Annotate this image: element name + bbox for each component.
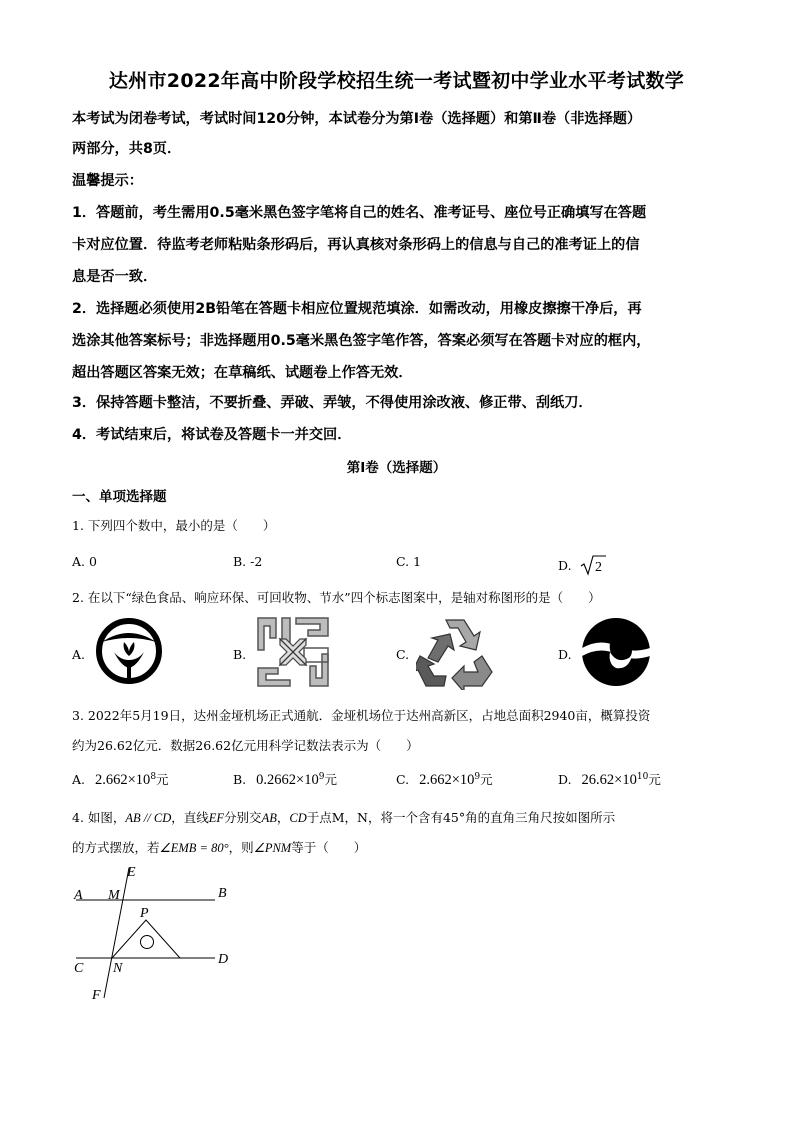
q3-option-a[interactable] bbox=[72, 770, 169, 789]
tip-1-line-2: 卡对应位置．待监考老师粘贴条形码后，再认真核对条形码上的信息与自己的准考证上的信 bbox=[72, 237, 640, 253]
q2-option-a[interactable]: A. bbox=[72, 647, 86, 662]
q1-option-d[interactable] bbox=[558, 554, 606, 576]
q3-option-c-coef: 2.662×10 bbox=[419, 772, 475, 788]
tip-2-line-3: 超出答题区答案无效；在草稿纸、试题卷上作答无效． bbox=[72, 365, 413, 381]
q3-option-c[interactable] bbox=[396, 770, 493, 789]
q3-option-c-label: C. bbox=[396, 772, 410, 787]
q1-option-c[interactable]: C. 1 bbox=[396, 554, 422, 569]
tips-heading: 温馨提示： bbox=[72, 173, 143, 189]
q3-option-b[interactable] bbox=[233, 770, 337, 789]
q3-line-1: 3. 2022年5月19日，达州金垭机场正式通航．金垭机场位于达州高新区，占地总面积2940亩，概算投资 bbox=[72, 708, 651, 723]
q3-option-b-label: B. bbox=[233, 772, 247, 787]
intro-line-2: 两部分，共8页． bbox=[72, 141, 182, 157]
label-m: M bbox=[108, 888, 120, 903]
label-f: F bbox=[92, 988, 101, 1003]
q4-math: ∠PNM bbox=[253, 841, 292, 855]
q4-text: ，则 bbox=[228, 840, 254, 855]
q4-text: 的方式摆放，若 bbox=[72, 840, 160, 855]
q3-option-b-coef: 0.2662×10 bbox=[256, 772, 319, 788]
q4-math: EF bbox=[208, 811, 225, 825]
q4-text: ，直线 bbox=[171, 810, 209, 825]
q4-math: CD bbox=[289, 811, 307, 825]
label-d: D bbox=[218, 952, 229, 967]
q4-line-1 bbox=[72, 808, 615, 826]
q2-stem: 2. 在以下“绿色食品、响应环保、可回收物、节水”四个标志图案中，是轴对称图形的是（ ） bbox=[72, 590, 601, 605]
water-saving-logo-icon bbox=[580, 616, 652, 688]
intro-line-1: 本考试为闭卷考试，考试时间120分钟，本试卷分为第Ⅰ卷（选择题）和第Ⅱ卷（非选择题） bbox=[72, 111, 642, 127]
triangle-hole bbox=[141, 936, 154, 949]
q1-option-d-label: D. bbox=[558, 558, 572, 573]
q4-math: AB // CD bbox=[125, 811, 172, 825]
q3-option-b-unit: 元 bbox=[324, 772, 337, 787]
label-p: P bbox=[140, 906, 149, 921]
exam-title: 达州市2022年高中阶段学校招生统一考试暨初中学业水平考试数学 bbox=[108, 70, 685, 92]
q4-math: ∠EMB = 80° bbox=[159, 841, 229, 855]
q4-text: 分别交 bbox=[224, 810, 262, 825]
label-a: A bbox=[74, 888, 83, 903]
q3-option-a-unit: 元 bbox=[156, 772, 169, 787]
q3-option-c-unit: 元 bbox=[480, 772, 493, 787]
q2-option-d[interactable]: D. bbox=[558, 647, 572, 662]
tip-2-line-1: 2．选择题必须使用2B铅笔在答题卡相应位置规范填涂．如需改动，用橡皮擦擦干净后，再 bbox=[72, 301, 642, 317]
sqrt-icon bbox=[580, 554, 606, 576]
tip-1-line-1: 1．答题前，考生需用0.5毫米黑色签字笔将自己的姓名、准考证号、座位号正确填写在答题 bbox=[72, 205, 647, 221]
label-e: E bbox=[127, 865, 136, 880]
q3-option-d-exp: 10 bbox=[636, 771, 649, 782]
q3-option-a-coef: 2.662×10 bbox=[95, 772, 151, 788]
q3-option-a-label: A. bbox=[72, 772, 86, 787]
label-b: B bbox=[218, 886, 227, 901]
q3-option-d-coef: 26.62×10 bbox=[581, 772, 637, 788]
q4-text: 4. 如图， bbox=[72, 810, 126, 825]
tip-2-line-2: 选涂其他答案标号；非选择题用0.5毫米黑色签字笔作答，答案必须写在答题卡对应的框内， bbox=[72, 333, 651, 349]
q1-stem: 1. 下列四个数中，最小的是（ ） bbox=[72, 518, 276, 533]
part-title: 第Ⅰ卷（选择题） bbox=[346, 460, 447, 476]
q2-option-b[interactable]: B. bbox=[233, 647, 247, 662]
q4-line-2 bbox=[72, 838, 366, 856]
q4-text: 等于（ ） bbox=[291, 840, 367, 855]
recycle-logo-icon bbox=[416, 614, 496, 690]
q3-option-c-exp: 9 bbox=[474, 771, 481, 782]
q3-option-b-exp: 9 bbox=[318, 771, 325, 782]
q3-option-d-label: D. bbox=[558, 772, 572, 787]
sqrt-radicand: 2 bbox=[594, 560, 602, 575]
q1-option-a[interactable]: A. 0 bbox=[72, 554, 97, 569]
q1-option-b[interactable]: B. -2 bbox=[233, 554, 263, 569]
q4-geometry-figure bbox=[70, 862, 240, 1004]
tip-3: 3．保持答题卡整洁，不要折叠、弄破、弄皱，不得使用涂改液、修正带、刮纸刀． bbox=[72, 395, 593, 411]
q3-option-d[interactable] bbox=[558, 770, 661, 789]
q3-option-d-unit: 元 bbox=[648, 772, 661, 787]
tip-1-line-3: 息是否一致． bbox=[72, 269, 158, 285]
q3-line-2: 约为26.62亿元．数据26.62亿元用科学记数法表示为（ ） bbox=[72, 738, 419, 753]
q4-text: ， bbox=[276, 810, 290, 825]
section-title: 一、单项选择题 bbox=[72, 489, 167, 505]
label-c: C bbox=[74, 961, 84, 976]
green-food-logo-icon bbox=[94, 616, 164, 686]
q3-option-a-exp: 8 bbox=[150, 771, 157, 782]
environmental-logo-icon bbox=[256, 616, 330, 688]
triangle-ruler bbox=[112, 920, 180, 958]
tip-4: 4．考试结束后，将试卷及答题卡一并交回． bbox=[72, 427, 352, 443]
q4-math: AB bbox=[261, 811, 277, 825]
q4-text: 于点M，N，将一个含有45°角的直角三角尺按如图所示 bbox=[306, 810, 616, 825]
label-n: N bbox=[113, 961, 123, 976]
q2-option-c[interactable]: C. bbox=[396, 647, 410, 662]
